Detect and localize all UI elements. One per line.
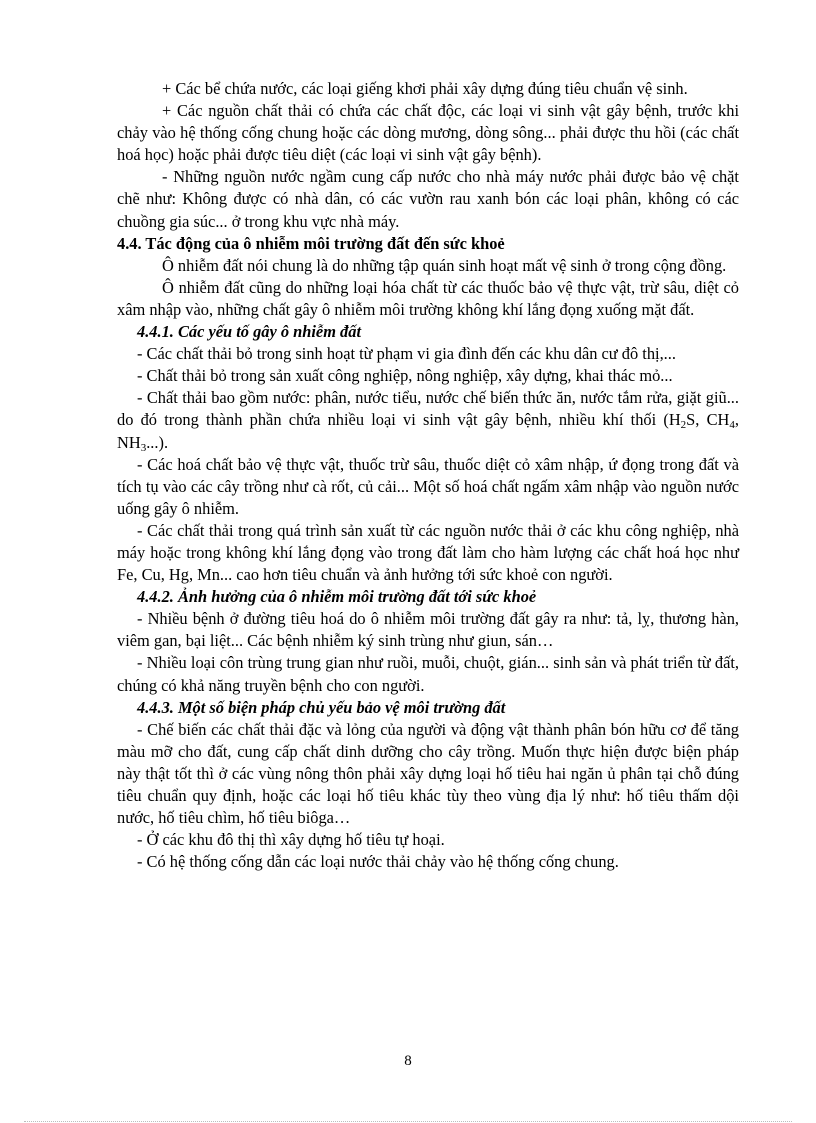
formula-h2s: $H_2S$, [668,410,707,432]
list-item: - Các hoá chất bảo vệ thực vật, thuốc trừ sâu, thuốc diệt cỏ xâm nhập, ứ đọng trong đất và tích tụ vào các cây trồng như cà rốt, củ cải... Một số hoá chất ngấm xâm nhập vào nguồn nước uống gây ô nhiễm. [117,454,739,518]
list-item: - Chế biến các chất thải đặc và lỏng của người và động vật thành phân bón hữu cơ để tăng màu mỡ cho đất, cung cấp chất dinh dưỡng cho cây trồng. Muốn thực hiện được biện pháp này thật tốt thì ở các vùng nông thôn phải xây dựng loại hố tiêu hai ngăn ủ phân tại chỗ đúng tiêu chuẩn quy định, hoặc các loại hố tiêu khác tùy theo vùng địa lý như: hố tiêu thấm dội nước, hố tiêu chìm, hố tiêu biôga… [117,719,739,828]
page-number: 8 [404,1053,412,1069]
paragraph-groundwater: - Những nguồn nước ngầm cung cấp nước cho nhà máy nước phải được bảo vệ chặt chẽ như: Không được có nhà dân, có các vườn rau xanh bón các loại phân, không có các chuồng gia súc... ở trong khu vực nhà máy. [117,167,739,231]
page-content [117,78,739,873]
list-item: - Chất thải bỏ trong sản xuất công nghiệp, nông nghiệp, xây dựng, khai thác mỏ... [137,366,673,386]
section-heading-4-4: 4.4. Tác động của ô nhiễm môi trường đất đến sức khoẻ [117,233,505,253]
list-item: - Nhiều bệnh ở đường tiêu hoá do ô nhiễm môi trường đất gây ra như: tả, lỵ, thương hàn, viêm gan, bại liệt... Các bệnh nhiễm ký sinh trùng như giun, sán… [117,609,739,651]
paragraph-waste-sources: + Các nguồn chất thải có chứa các chất độc, các loại vi sinh vật gây bệnh, trước khi chảy vào hệ thống cống chung hoặc các dòng mương, dòng sông... phải được thu hồi (các chất hoá học) hoặc phải được tiêu diệt (các loại vi sinh vật gây bệnh). [117,101,739,165]
list-item: - Nhiều loại côn trùng trung gian như ruồi, muỗi, chuột, gián... sinh sản và phát triển từ đất, chúng có khả năng truyền bệnh cho con người. [117,653,739,695]
footer-rule [24,1121,792,1122]
formula-ch4: $CH_4$, [706,410,739,432]
list-item-text: - Chất thải bao gồm nước: phân, nước tiểu, nước chế biến thức ăn, nước tắm rửa, giặt giũ... do đó trong thành phần chứa nhiều loại vi sinh vật gây bệnh, nhiều khí thối ( [117,388,739,430]
paragraph-water-tanks: + Các bể chứa nước, các loại giếng khơi phải xây dựng đúng tiêu chuẩn vệ sinh. [162,79,688,98]
section-heading-4-4-3: 4.4.3. Một số biện pháp chủ yếu bảo vệ môi trường đất [137,697,506,717]
list-item: - Các chất thải bỏ trong sinh hoạt từ phạm vi gia đình đến các khu dân cư đô thị,... [137,344,676,364]
section-heading-4-4-1: 4.4.1. Các yếu tố gây ô nhiễm đất [137,322,361,342]
paragraph-soil-pollution-habits: Ô nhiễm đất nói chung là do những tập quán sinh hoạt mất vệ sinh ở trong cộng đồng. [162,255,727,275]
list-item-waste-gases [117,387,739,453]
section-heading-4-4-2: 4.4.2. Ảnh hưởng của ô nhiễm môi trường đất tới sức khoẻ [137,587,537,607]
formula-nh3: $NH_3$...). [117,432,169,454]
paragraph-soil-pollution-chemicals: Ô nhiễm đất cũng do những loại hóa chất từ các thuốc bảo vệ thực vật, trừ sâu, diệt cỏ xâm nhập vào, những chất gây ô nhiễm môi trường không khí lắng đọng xuống mặt đất. [117,277,739,319]
list-item: - Các chất thải trong quá trình sản xuất từ các nguồn nước thải ở các khu công nghiệp, nhà máy hoặc trong không khí lắng đọng vào trong đất làm cho hàm lượng các chất hoá học như Fe, Cu, Hg, Mn... cao hơn tiêu chuẩn và ảnh hưởng tới sức khoẻ con người. [117,520,739,585]
list-item: - Có hệ thống cống dẫn các loại nước thải chảy vào hệ thống cống chung. [137,852,619,872]
list-item: - Ở các khu đô thị thì xây dựng hố tiêu tự hoại. [137,830,445,850]
